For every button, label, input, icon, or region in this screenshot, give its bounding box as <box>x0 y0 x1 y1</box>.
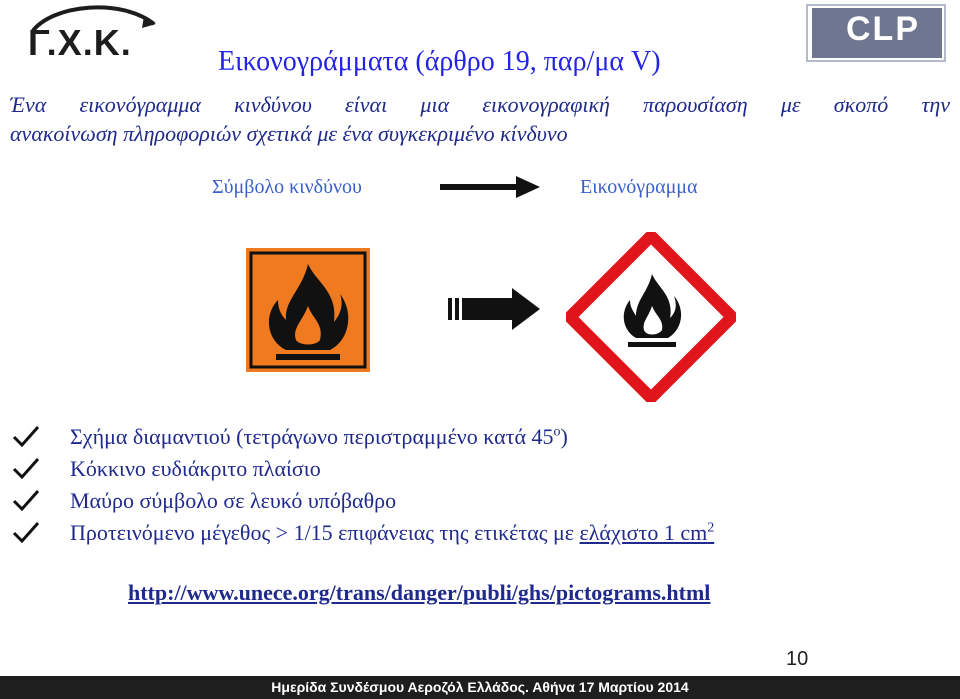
clp-badge-text: CLP <box>846 10 920 48</box>
conversion-arrow-icon <box>448 288 540 330</box>
bullet-text: Προτεινόμενο μέγεθος > 1/15 επιφάνειας της ετικέτας με ελάχιστο 1 $cm^2$ <box>70 520 715 545</box>
requirements-list <box>10 422 714 550</box>
page-number: 10 <box>786 648 809 670</box>
footer-text: Ημερίδα Συνδέσμου Αεροζόλ Ελλάδος. Αθήνα 17 Μαρτίου 2014 <box>271 679 689 695</box>
checkmark-icon <box>10 489 42 511</box>
flame-red-diamond-icon <box>566 232 736 402</box>
bullet-text: Σχήμα διαμαντιού (τετράγωνο περιστραμμένο κατά $45^o$) <box>70 424 568 449</box>
unece-pictograms-link[interactable]: http://www.unece.org/trans/danger/publi/ghs/pictograms.html <box>128 580 711 605</box>
checkmark-icon <box>10 457 42 479</box>
list-item <box>10 518 714 550</box>
bullet-text: Κόκκινο ευδιάκριτο πλαίσιο <box>70 456 321 481</box>
hazard-symbol-label: Σύμβολο κινδύνου <box>212 176 362 198</box>
logo-text: Γ.Χ.Κ. <box>28 22 132 63</box>
gxk-logo <box>22 2 162 66</box>
checkmark-icon <box>10 425 42 447</box>
intro-line-2: ανακοίνωση πληροφοριών σχετικά με ένα συγκεκριμένο κίνδυνο <box>10 121 568 146</box>
list-item <box>10 422 714 454</box>
checkmark-icon <box>10 521 42 543</box>
clp-badge <box>806 4 946 62</box>
list-item <box>10 454 714 486</box>
pictogram-label: Εικονόγραμμα <box>580 176 698 198</box>
intro-line-1: Ένα εικονόγραμμα κινδύνου είναι μια εικονογραφική παρουσίαση με σκοπό την <box>10 92 950 117</box>
list-item <box>10 486 714 518</box>
page-title: Εικονογράμματα (άρθρο 19, παρ/μα V) <box>218 46 661 77</box>
bullet-text: Μαύρο σύμβολο σε λευκό υπόβαθρο <box>70 488 397 513</box>
flame-orange-square-icon <box>246 248 370 372</box>
arrow-right-icon <box>440 176 540 198</box>
